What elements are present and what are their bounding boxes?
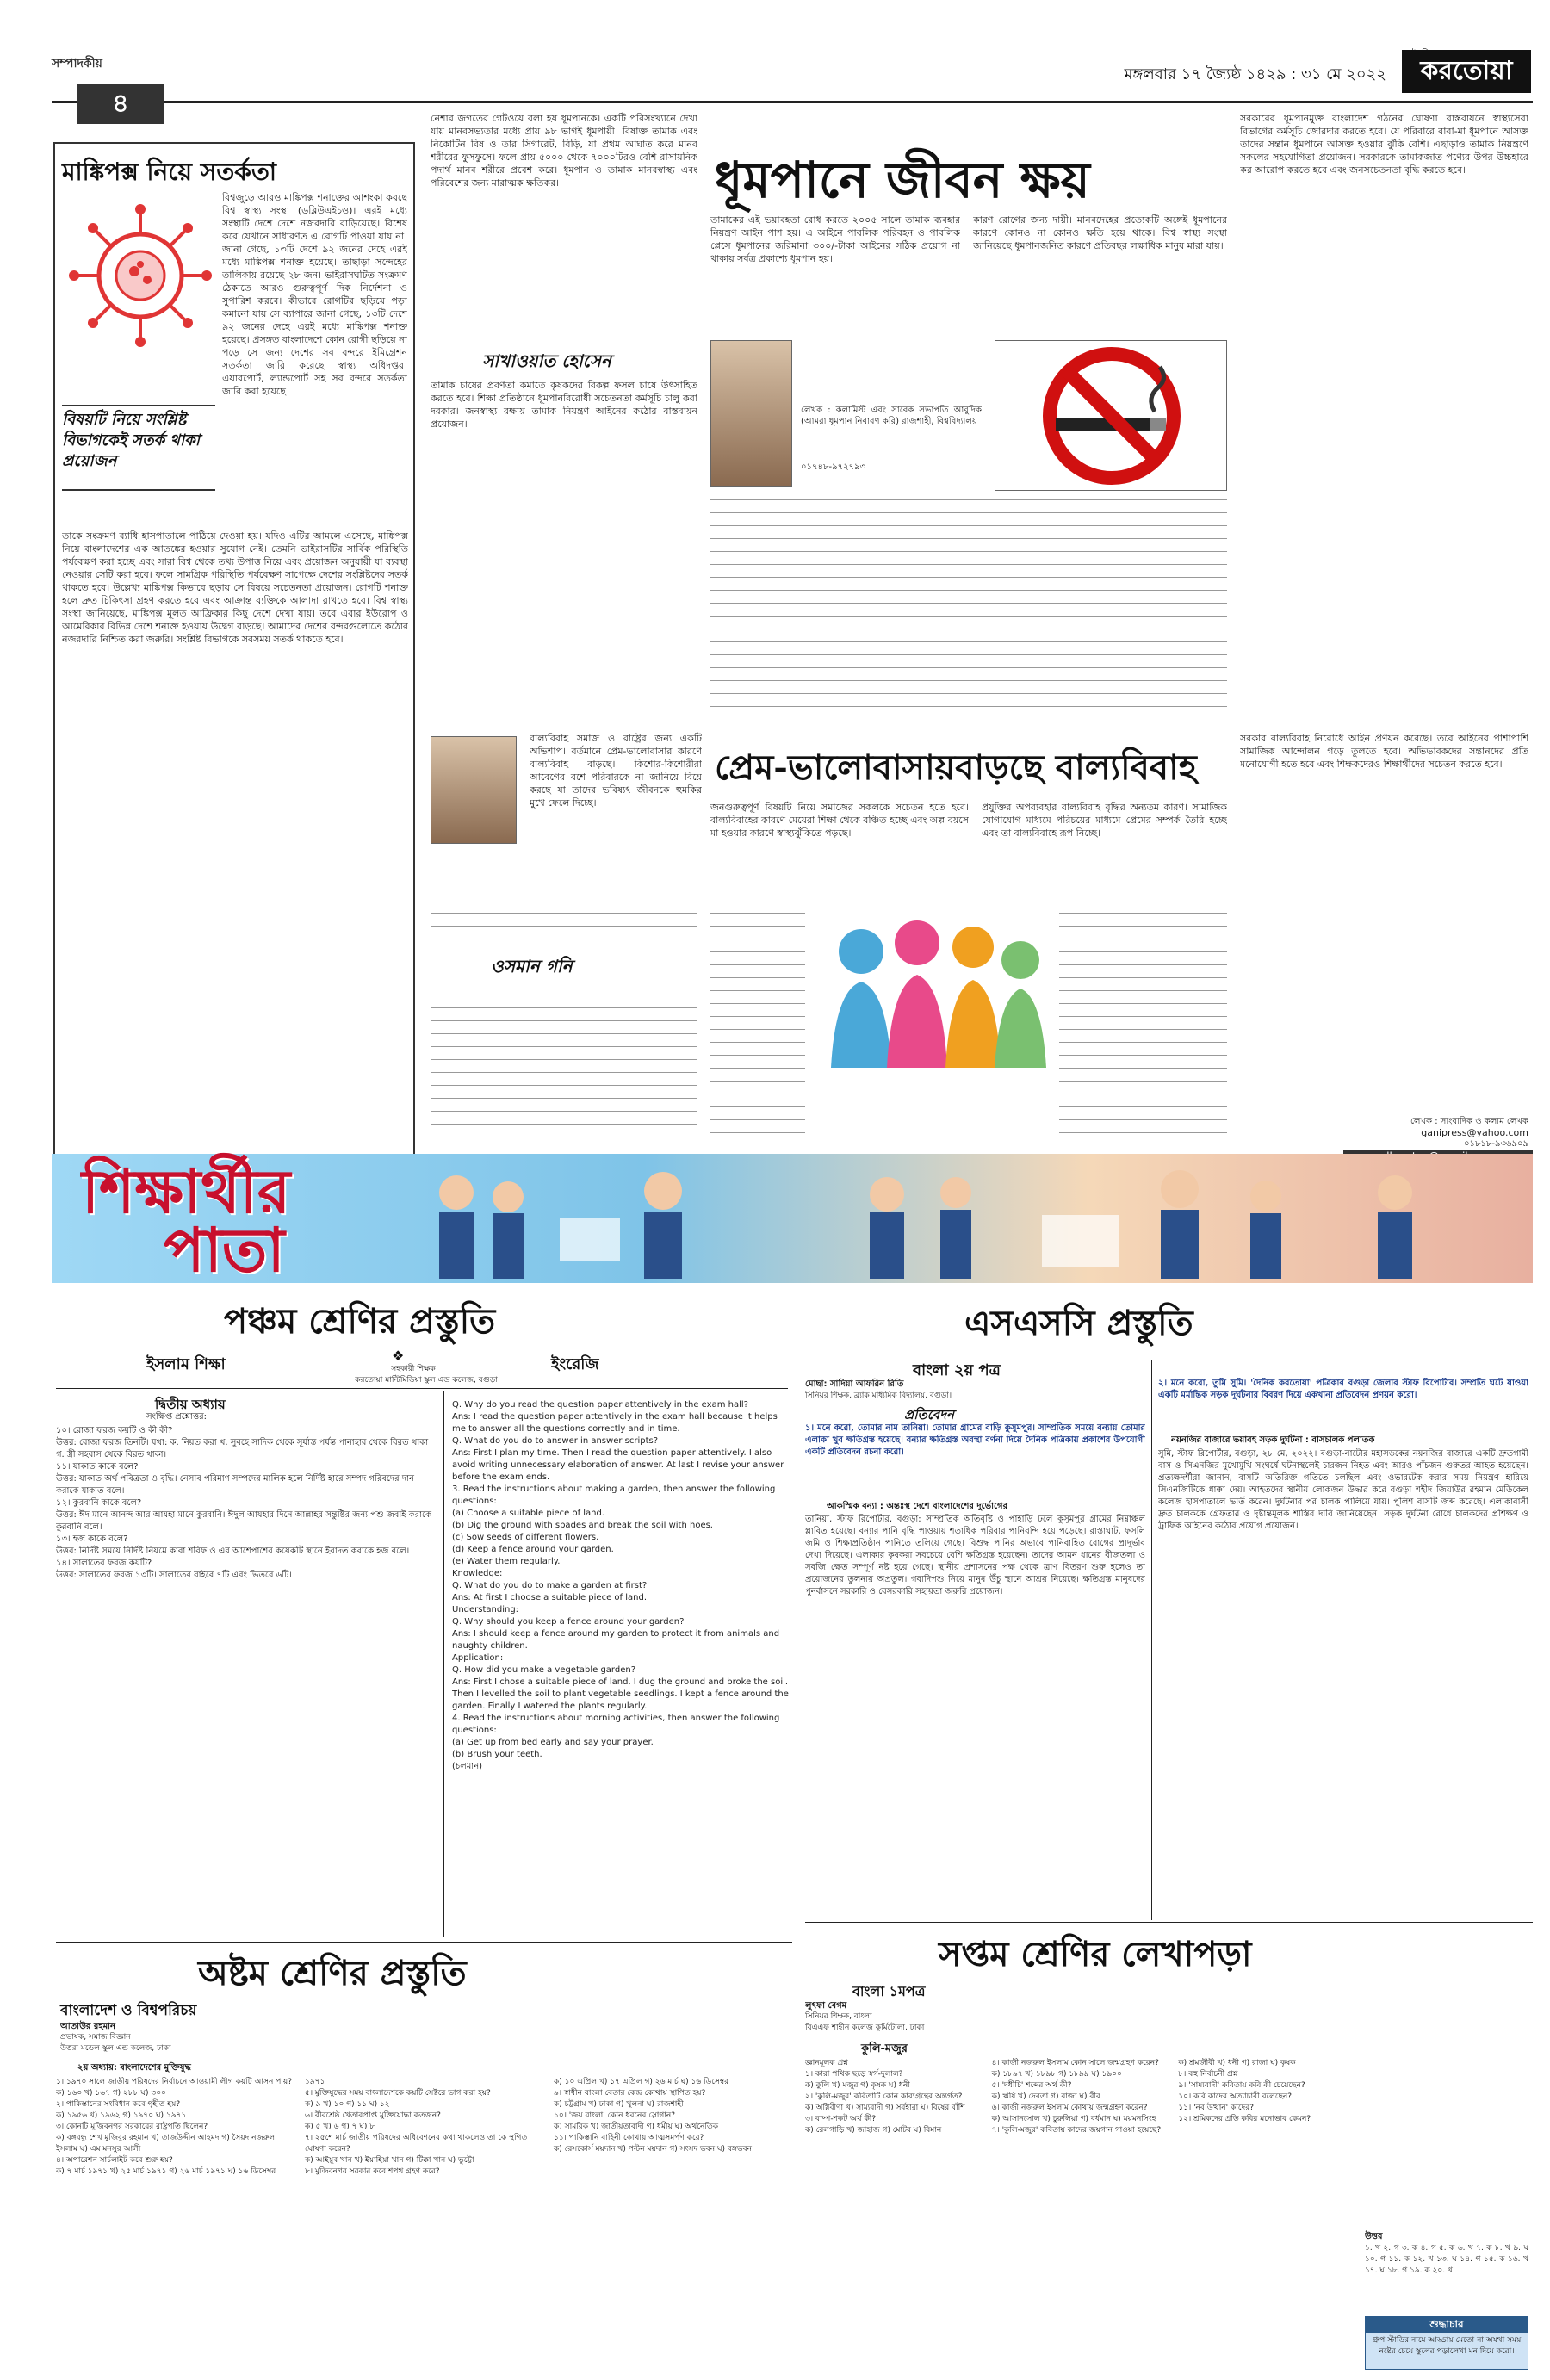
class5-teacher: সহকারী শিক্ষক [391, 1365, 436, 1373]
childmarriage-right-lower [1059, 913, 1227, 1141]
ssc-teacher: মোছা: সাদিয়া আফরিন রিতি [805, 1379, 904, 1389]
class5-english-body: Q. Why do you read the question paper attentively in the exam hall? Ans: I read the question paper attentively in the exam hall because it helps me to answer all the questions correctly and in time. Q. What do you do to answer in answer scripts? Ans: First I plan my time. Then I read the question paper attentively. I also avoid writing unnecessary elaboration of answer. At last I revise your answer before the exam ends. 3. Read the instructions about making a garden, then answer the following questions: (a) Choose a suitable piece of land. (b) Dig the ground with spades and break the soil with hoes. (c) Sow seeds of different flowers. (d) Keep a fence around your garden. (e) Water them regularly. Knowledge: Q. What do you do to make a garden at first? Ans: At first I choose a suitable piece of land. Understanding: Q. Why should you keep a fence around your garden? Ans: I should keep a fence around my garden to protect it from animals and naughty children. Application: Q. How did you make a vegetable garden? Ans: First I chose a suitable piece of land. I dug the ground and broke the soil. Then I levelled the soil to plant vegetable seedlings. I kept a fence around the garden. Finally I watered the plants regularly. 4. Read the instructions about morning activities, then answer the following questions: (a) Get up from bed early and say your prayer. (b) Brush your teeth. (চলমান) [452, 1400, 789, 1771]
childmarriage-left-lower [431, 982, 698, 1141]
ssc-q1: ১। মনে করো, তোমার নাম তানিয়া। তোমার গ্রামের বাড়ি কুসুমপুর। সাম্প্রতিক সময়ে বন্যায় তোমার এলাকা খুব ক্ষতিগ্রস্ত হয়েছে। বন্যার ক্ষতিগ্রস্ত অবস্থা বর্ণনা দিয়ে দৈনিক পত্রিকায় প্রকাশের উপযোগী একটি প্রতিবেদন রচনা করো। [805, 1423, 1145, 1457]
ssc-report-head: আকস্মিক বন্যা : অন্তঃস্থ দেশে বাংলাদেশের দুর্ভোগের [827, 1502, 1008, 1511]
smoking-lower-text [710, 499, 1227, 715]
class7-mcq: জ্ঞানমূলক প্রশ্ন ১। কারা পথিক ছড়ে স্বর্গ-দুলাল? ক) কুলি খ) মজুর গ) কৃষক ঘ) ধনী ২। 'কুলি-মজুর' কবিতাটি কোন কাব্যগ্রন্থের অন্তর্গত? ক) অগ্নিবীণা খ) সাম্যবাদী গ) সর্বহারা ঘ) বিষের বাঁশি ৩। বাষ্প-শকট অর্থ কী? ক) রেলগাড়ি খ) জাহাজ গ) মোটর ঘ) বিমান ৪। কাজী নজরুল ইসলাম কোন সালে জন্মগ্রহণ করেন? ক) ১৮৯৭ খ) ১৮৯৮ গ) ১৮৯৯ ঘ) ১৯০০ ৫। 'দধীচি' শব্দের অর্থ কী? ক) ঋষি খ) দেবতা গ) রাজা ঘ) বীর ৬। কাজী নজরুল ইসলাম কোথায় জন্মগ্রহণ করেন? ক) আসানসোল খ) চুরুলিয়া গ) বর্ধমান ঘ) ময়মনসিংহ ৭। 'কুলি-মজুর' কবিতায় কাদের জয়গান গাওয়া হয়েছে? ক) শ্রমজীবী খ) ধনী গ) রাজা ঘ) কৃষক ৮। বহু নির্বাচনী প্রশ্ন ৯। 'সাম্যবাদী' কবিতায় কবি কী চেয়েছেন? ১০। কবি কাদের অত্যাচারী বলেছেন? ১১। 'নব উত্থান' কাদের? ১২। শ্রমিকদের প্রতি কবির মনোভাব কেমন? [805, 2059, 1311, 2135]
class5-english-label: ইংরেজি [551, 1355, 599, 1373]
smoking-author: সাখাওয়াত হোসেন [482, 350, 611, 371]
class8-teacher: আতাউর রহমান [60, 2022, 116, 2031]
class8-chapter: ২য় অধ্যায়: বাংলাদেশের মুক্তিযুদ্ধ [78, 2063, 191, 2073]
smoking-col5: তামাক চাষের প্রবণতা কমাতে কৃষকদের বিকল্প ফসল চাষে উৎসাহিত করতে হবে। শিক্ষা প্রতিষ্ঠানে ধূমপানবিরোধী সচেতনতা কর্মসূচি চালু করা দরকার। জনস্বাস্থ্য রক্ষায় তামাক নিয়ন্ত্রণ আইনের কঠোর বাস্তবায়ন প্রয়োজন। [431, 380, 698, 430]
issue-date: মঙ্গলবার ১৭ জ্যৈষ্ঠ ১৪২৯ : ৩১ মে ২০২২ [1124, 65, 1386, 84]
childmarriage-col1: বাল্যবিবাহ সমাজ ও রাষ্ট্রের জন্য একটি অভিশাপ। বর্তমানে প্রেম-ভালোবাসার কারণে বাল্যবিবাহ বাড়ছে। কিশোর-কিশোরীরা আবেগের বশে পরিবারকে না জানিয়ে বিয়ে করছে যা তাদের ভবিষ্যৎ জীবনকে হুমকির মুখে ফেলে দিচ্ছে। [530, 733, 702, 809]
banner-title-line1: শিক্ষার্থীর [82, 1156, 291, 1227]
childmarriage-left-text [431, 913, 698, 947]
smoking-author-photo [710, 340, 792, 487]
class8-mcq: ১। ১৯৭০ সালে জাতীয় পরিষদের নির্বাচনে আওয়ামী লীগ কয়টি আসন পায়? ক) ১৬০ খ) ১৬৭ গ) ২৮৮ ঘ) ৩০০ ২। পাকিস্তানের সংবিধান কবে গৃহীত হয়? ক) ১৯৫৬ খ) ১৯৬২ গ) ১৯৭০ ঘ) ১৯৭১ ৩। কোনটি মুজিবনগর সরকারের রাষ্ট্রপতি ছিলেন? ক) বঙ্গবন্ধু শেখ মুজিবুর রহমান খ) তাজউদ্দীন আহমদ গ) সৈয়দ নজরুল ইসলাম ঘ) এম মনসুর আলী ৪। অপারেশন সার্চলাইট কবে শুরু হয়? ক) ৭ মার্চ ১৯৭১ খ) ২৫ মার্চ ১৯৭১ গ) ২৬ মার্চ ১৯৭১ ঘ) ১৬ ডিসেম্বর ১৯৭১ ৫। মুক্তিযুদ্ধের সময় বাংলাদেশকে কয়টি সেক্টরে ভাগ করা হয়? ক) ৯ খ) ১০ গ) ১১ ঘ) ১২ ৬। বীরশ্রেষ্ঠ খেতাবপ্রাপ্ত মুক্তিযোদ্ধা কতজন? ক) ৫ খ) ৬ গ) ৭ ঘ) ৮ ৭। ২৫শে মার্চ জাতীয় পরিষদের অধিবেশনের কথা থাকলেও তা কে স্থগিত ঘোষণা করেন? ক) আইয়ুব খান খ) ইয়াহিয়া খান গ) টিক্কা খান ঘ) ভুট্টো ৮। মুজিবনগর সরকার কবে শপথ গ্রহণ করে? ক) ১০ এপ্রিল খ) ১৭ এপ্রিল গ) ২৬ মার্চ ঘ) ১৬ ডিসেম্বর ৯। স্বাধীন বাংলা বেতার কেন্দ্র কোথায় স্থাপিত হয়? ক) চট্টগ্রাম খ) ঢাকা গ) খুলনা ঘ) রাজশাহী ১০। 'জয় বাংলা' কোন ধরনের স্লোগান? ক) সামরিক খ) জাতীয়তাবাদী গ) ধর্মীয় ঘ) অর্থনৈতিক ১১। পাকিস্তানি বাহিনী কোথায় আত্মসমর্পণ করে? ক) রেসকোর্স ময়দান খ) পল্টন ময়দান গ) সংসদ ভবন ঘ) বঙ্গভবন [56, 2078, 752, 2176]
class7-teacher: লুৎফা বেগম [805, 2001, 847, 2011]
childmarriage-col2: জনগুরুত্বপূর্ণ বিষয়টি নিয়ে সমাজের সকলকে সচেতন হতে হবে। বাল্যবিবাহের কারণে মেয়েরা শিক্ষা থেকে বঞ্চিত হচ্ছে এবং অল্প বয়সে মা হওয়ার কারণে স্বাস্থ্যঝুঁকিতে পড়ছে। [710, 802, 969, 839]
ssc-title: এসএসসি প্রস্তুতি [964, 1303, 1194, 1343]
ssc-q2: ২। মনে করো, তুমি সুমি। 'দৈনিক করতোয়া' পত্রিকার বগুড়া জেলার স্টাফ রিপোর্টার। সম্প্রতি ঘটে যাওয়া একটি মর্মান্তিক সড়ক দুর্ঘটনার বিবরণ দিয়ে একখানা প্রতিবেদন প্রণয়ন করো। [1158, 1379, 1528, 1400]
childmarriage-col4: সরকার বাল্যবিবাহ নিরোধে আইন প্রণয়ন করেছে। তবে আইনের পাশাপাশি সামাজিক আন্দোলন গড়ে তুলতে হবে। অভিভাবকদের সন্তানদের প্রতি মনোযোগী হতে হবে এবং শিক্ষকদেরও শিক্ষার্থীদের সচেতন করতে হবে। [1240, 733, 1528, 770]
smoking-col2: তামাকের এই ভয়াবহতা রোধ করতে ২০০৫ সালে তামাক ব্যবহার নিয়ন্ত্রণ আইন পাশ হয়। এ আইনে পাবলিক পরিবহন ও পাবলিক প্লেসে ধূমপানের জরিমানা ৩০০/-টাকা আইনের সঠিক প্রয়োগ না থাকায় সর্বত্র প্রকাশ্যে ধূমপান হয়। [710, 214, 960, 264]
class7-answers: ১. খ ২. গ ৩. ক ৪. গ ৫. ক ৬. খ ৭. ক ৮. খ ৯. ঘ ১০. গ ১১. ক ১২. খ ১৩. ঘ ১৪. গ ১৫. ক ১৬. খ ১৭. ঘ ১৮. গ ১৯. ক ২০. খ [1365, 2244, 1528, 2275]
monkeypox-body-bottom: তাকে সংক্রমণ ব্যাধি হাসপাতালে পাঠিয়ে দেওয়া হয়। যদিও এটির আমলে এসেছে, মাঙ্কিপক্স নিয়ে বাংলাদেশের এক আতঙ্কের হওয়ার সুযোগ নেই। তেমনি ভাইরাসটির সার্বিক পরিস্থিতি পর্যবেক্ষণ করা হচ্ছে এবং সারা বিশ্ব থেকে তথ্য উপাত্ত নিয়ে এবং প্রয়োজন অনুযায়ী যা ব্যবস্থা নেওয়ার সেটি করা হবে। ফলে সামগ্রিক পরিস্থিতি পর্যবেক্ষণ সাপেক্ষে দেশের সংশ্লিষ্টদের সতর্ক থাকতে হবে। উল্লেখ্য মাঙ্কিপক্স কিভাবে ছড়ায় সে বিষয়ে সচেতনতা প্রয়োজন। রোগটি শনাক্ত হলে দ্রুত চিকিৎসা গ্রহণ করতে হবে এবং আক্রান্ত ব্যক্তিকে আলাদা রাখতে হবে। বিশ্ব স্বাস্থ্য সংস্থা জানিয়েছে, মাঙ্কিপক্স মূলত আফ্রিকার কিছু দেশে দেখা যায়। তবে এবার ইউরোপ ও আমেরিকার বিভিন্ন দেশে শনাক্ত হওয়ায় উদ্বেগ বাড়ছে। আমাদের দেশের বন্দরগুলোতে কঠোর নজরদারি নিশ্চিত করা জরুরি। সংশ্লিষ্ট বিভাগকে সবসময় সতর্ক থাকতে হবে। [62, 530, 408, 645]
class5-short-q: সংক্ষিপ্ত প্রশ্নোত্তর: [146, 1412, 207, 1422]
childmarriage-title: প্রেম-ভালোবাসায়বাড়ছে বাল্যবিবাহ [715, 747, 1197, 788]
ssc-right-report-head: নয়নজির বাজারে ভয়াবহ সড়ক দুর্ঘটনা : বাসচালক পলাতক [1171, 1435, 1375, 1445]
class5-title: পঞ্চম শ্রেণির প্রস্তুতি [224, 1301, 496, 1342]
no-smoking-icon [995, 341, 1228, 492]
class8-subject: বাংলাদেশ ও বিশ্বপরিচয় [60, 2002, 197, 2019]
smoking-author-phone: ০১৭৪৮-৯৭২৭৯৩ [801, 462, 866, 472]
ssc-right-body: সুমি, স্টাফ রিপোর্টার, বগুড়া, ২৮ মে, ২০২২। বগুড়া-নাটোর মহাসড়কের নয়নজির বাজারে একটি দ্রুতগামী বাস ও সিএনজির মুখোমুখি সংঘর্ষে ঘটনাস্থলেই চারজন নিহত এবং আরও পাঁচজন গুরুতর আহত হয়েছেন। প্রত্যক্ষদর্শীরা জানান, বাসটি অতিরিক্ত গতিতে চলছিল এবং ওভারটেক করার সময় নিয়ন্ত্রণ হারিয়ে সিএনজিটিকে ধাক্কা দেয়। আহতদের স্থানীয় লোকজন উদ্ধার করে বগুড়া শহীদ জিয়াউর রহমান মেডিকেল কলেজ হাসপাতালে ভর্তি করেন। দুর্ঘটনার পর চালক পালিয়ে যায়। পুলিশ বাসটি জব্দ করেছে। এলাকাবাসী দ্রুত চালককে গ্রেফতার ও দৃষ্টান্তমূলক শাস্তির দাবি জানিয়েছেন। সড়ক দুর্ঘটনা রোধে চালকদের প্রশিক্ষণ ও ট্রাফিক আইনের কঠোর প্রয়োগ প্রয়োজন। [1158, 1449, 1528, 1531]
correction-title: শুদ্ধাচার [1365, 2316, 1528, 2332]
no-smoking-image [995, 340, 1227, 491]
smoking-title: ধূমপানে জীবন ক্ষয় [715, 151, 1090, 209]
class7-poem: কুলি-মজুর [861, 2042, 908, 2055]
paper-name: করতোয়া [1402, 50, 1531, 93]
class8-school: প্রভাষক, সমাজ বিজ্ঞান উত্তরা মডেল স্কুল এন্ড কলেজ, ঢাকা [60, 2033, 171, 2053]
ssc-subject: বাংলা ২য় পত্র [913, 1361, 1001, 1379]
ornament-icon: ❖ [392, 1348, 405, 1364]
childmarriage-author-footer: লেখক : সাংবাদিক ও কলাম লেখক [1410, 1117, 1528, 1126]
monkeypox-title: মাঙ্কিপক্স নিয়ে সতর্কতা [62, 158, 276, 186]
class7-title: সপ্তম শ্রেণির লেখাপড়া [939, 1934, 1252, 1974]
class5-chapter: দ্বিতীয় অধ্যায় [155, 1397, 226, 1412]
page-number: ৪ [78, 84, 164, 124]
ssc-body: তানিয়া, স্টাফ রিপোর্টার, বগুড়া: সাম্প্রতিক অতিবৃষ্টি ও পাহাড়ি ঢলে কুসুমপুর গ্রামের নিম্নাঞ্চল প্লাবিত হয়েছে। বন্যার পানি বৃদ্ধি পাওয়ায় শতাধিক পরিবার পানিবন্দি হয়ে পড়েছে। রাস্তাঘাট, ফসলি জমি ও শিক্ষাপ্রতিষ্ঠান পানিতে তলিয়ে গেছে। বিশুদ্ধ পানির অভাবে পানিবাহিত রোগের প্রাদুর্ভাব দেখা দিয়েছে। এলাকার কৃষকরা সবচেয়ে বেশি ক্ষতিগ্রস্ত হয়েছেন। তাদের আমন ধানের বীজতলা ও সবজি ক্ষেত সম্পূর্ণ নষ্ট হয়ে গেছে। স্থানীয় প্রশাসনের পক্ষ থেকে ত্রাণ বিতরণ শুরু হলেও তা প্রয়োজনের তুলনায় অপ্রতুল। গবাদিপশু নিয়ে মানুষ উঁচু স্থানে আশ্রয় নিয়েছে। ক্ষতিগ্রস্ত মানুষদের পুনর্বাসনে সরকারি ও বেসরকারি সহায়তা জরুরি প্রয়োজন। [805, 1515, 1145, 1596]
class5-islam-label: ইসলাম শিক্ষা [146, 1355, 226, 1373]
class5-islam-body: ১০। রোজা ফরজ কয়টি ও কী কী? উত্তর: রোজা ফরজ তিনটি। যথা: ক. নিয়ত করা খ. সুবহে সাদিক থেকে সূর্যাস্ত পর্যন্ত পানাহার থেকে বিরত থাকা গ. স্ত্রী সহবাস থেকে বিরত থাকা। ১১। যাকাত কাকে বলে? উত্তর: যাকাত অর্থ পবিত্রতা ও বৃদ্ধি। নেসাব পরিমাণ সম্পদের মালিক হলে নির্দিষ্ট হারে সম্পদ গরিবদের দান করাকে যাকাত বলে। ১২। কুরবানি কাকে বলে? উত্তর: ঈদ মানে আনন্দ আর আযহা মানে কুরবানি। ঈদুল আযহার দিনে আল্লাহর সন্তুষ্টির জন্য পশু জবাই করাকে কুরবানি বলে। ১৩। হজ কাকে বলে? উত্তর: নির্দিষ্ট সময়ে নির্দিষ্ট নিয়মে কাবা শরিফ ও এর আশেপাশের কয়েকটি স্থানে ইবাদত করাকে হজ বলে। ১৪। সালাতের ফরজ কয়টি? উত্তর: সালাতের ফরজ ১৩টি। সালাতের বাইরে ৭টি এবং ভিতরে ৬টি। [56, 1426, 432, 1580]
smoking-col4: সরকারের ধূমপানমুক্ত বাংলাদেশ গঠনের ঘোষণা বাস্তবায়নে স্বাস্থ্যসেবা বিভাগের কর্মসূচি জোরদার করতে হবে। যে পরিবারে বাবা-মা ধূমপানে আসক্ত তাদের সন্তান ধূমপানে আসক্ত হওয়ার ঝুঁকি বেশি। এছাড়াও তামাক নিয়ন্ত্রণে সকলের সহযোগিতা প্রয়োজন। সরকারকে তামাকজাত পণ্যের উপর উচ্চহারে কর আরোপ করতে হবে এবং জনসচেতনতা বৃদ্ধি করতে হবে। [1240, 113, 1528, 176]
class7-school: সিনিয়র শিক্ষক, বাংলা বিএএফ শাহীন কলেজ কুর্মিটোলা, ঢাকা [805, 2012, 925, 2032]
class8-title: অষ্টম শ্রেণির প্রস্তুতি [198, 1953, 467, 1993]
smoking-col3: কারণ রোগের জন্য দায়ী। মানবদেহের প্রত্যেকটি অঙ্গেই ধূমপানের কারণে কোনও না কোনও ক্ষতি হয়ে থাকে। বিশ্ব স্বাস্থ্য সংস্থা জানিয়েছে ধূমপানজনিত কারণে প্রতিবছর লক্ষাধিক মানুষ মারা যায়। [973, 214, 1227, 251]
childmarriage-illustration [809, 913, 1051, 1068]
ssc-section: প্রতিবেদন [904, 1407, 954, 1422]
correction-text: গ্রুপ স্টাডির নামে আড্ডায় মেতো না অযথা সময় নষ্টের চেয়ে স্কুলের পড়ালেখা মন দিয়ে করো। [1365, 2332, 1528, 2370]
smoking-col1: নেশার জগতের গেটওয়ে বলা হয় ধূমপানকে। একটি পরিসংখ্যানে দেখা যায় মানবসভ্যতার মধ্যে প্রায় ৯৮ ভাগই ধূমপায়ী। বিষাক্ত তামাক এবং নিকোটিন বিষ ও তার সিগারেট, বিড়ি, যা প্রথম আঘাত করে মানব শরীরের ফুসফুসে। ফলে প্রায় ৫০০০ থেকে ৭০০০টিরও বেশি রাসায়নিক পদার্থ মানব শরীরে প্রবেশ করে। ধূমপান ও তামাক মানবস্বাস্থ্য এবং পরিবেশের জন্য মারাত্মক ক্ষতিকর। [431, 113, 698, 189]
childmarriage-email: ganipress@yahoo.com [1421, 1127, 1528, 1138]
childmarriage-mid-lower [710, 913, 805, 1141]
childmarriage-phone: ০১৮১৮-৯৩৬৯০৯ [1463, 1139, 1528, 1149]
masthead-side-label: সম্পাদকীয় [52, 57, 102, 71]
class7-answer-title: উত্তর [1365, 2232, 1383, 2241]
childmarriage-author: ওসমান গনি [491, 956, 573, 976]
childmarriage-col3: প্রযুক্তির অপব্যবহার বাল্যবিবাহ বৃদ্ধির অন্যতম কারণ। সামাজিক যোগাযোগ মাধ্যমে পরিচয়ের মাধ্যমে প্রেমের সম্পর্ক তৈরি হচ্ছে এবং তা বাল্যবিবাহে রূপ নিচ্ছে। [982, 802, 1227, 839]
childmarriage-author-photo [431, 736, 517, 844]
virus-illustration [67, 194, 214, 366]
class5-school: করতোয়া মাল্টিমিডিয়া স্কুল এন্ড কলেজ, বগুড়া [355, 1376, 498, 1385]
smoking-author-caption: লেখক : কলামিস্ট এবং সাবেক সভাপতি আবুদিক (আমরা ধূমপান নিবারণ করি) রাজশাহী, বিশ্ববিদ্যালয় [801, 406, 982, 426]
ssc-school: সিনিয়র শিক্ষক, ব্র্যাক মাধ্যমিক বিদ্যালয়, বগুড়া। [805, 1391, 952, 1400]
monkeypox-body-top: বিশ্বজুড়ে আরও মাঙ্কিপক্স শনাক্তের আশংকা করছে বিশ্ব স্বাস্থ্য সংস্থা (ডব্লিউএইচও)। এরই মধ্যে সংস্থাটি দেশে দেশে নজরদারি বাড়িয়েছে। বিশেষ করে যেখানে সাধারণত এ রোগটি পাওয়া যায় না। জানা গেছে, ১৩টি দেশে ৯২ জনের দেহে এরই মধ্যে মাঙ্কিপক্স শনাক্ত হয়েছে। তাছাড়া সন্দেহের তালিকায় রয়েছে ২৮ জন। ভাইরাসঘটিত সংক্রমণ ঠেকাতে আরও গুরুত্বপূর্ণ দিক নির্দেশনা ও সুপারিশ করবে। কীভাবে রোগটির ছড়িয়ে পড়া কমানো যায় সে ব্যাপারে জানা গেছে, ১৩টি দেশে ৯২ জনের দেহে এরই মধ্যে মাঙ্কিপক্স শনাক্ত হয়েছে। প্রসঙ্গত বাংলাদেশে কোন রোগী ছড়িয়ে না পড়ে সে জন্য দেশের সব বন্দরে ইমিগ্রেশন সতর্কতা জারি করেছে স্বাস্থ্য অধিদপ্তর। এয়ারপোর্ট, ল্যান্ডপোর্ট সহ সব বন্দরে সতর্কতা জারি করা হয়েছে। [222, 192, 407, 397]
banner-students-illustration [405, 1158, 1516, 1279]
banner-title-line2: পাতা [164, 1214, 285, 1286]
class7-subject: বাংলা ১মপত্র [852, 1983, 926, 1999]
monkeypox-pullquote: বিষয়টি নিয়ে সংশ্লিষ্ট বিভাগকেই সতর্ক থাকা প্রয়োজন [62, 405, 215, 491]
